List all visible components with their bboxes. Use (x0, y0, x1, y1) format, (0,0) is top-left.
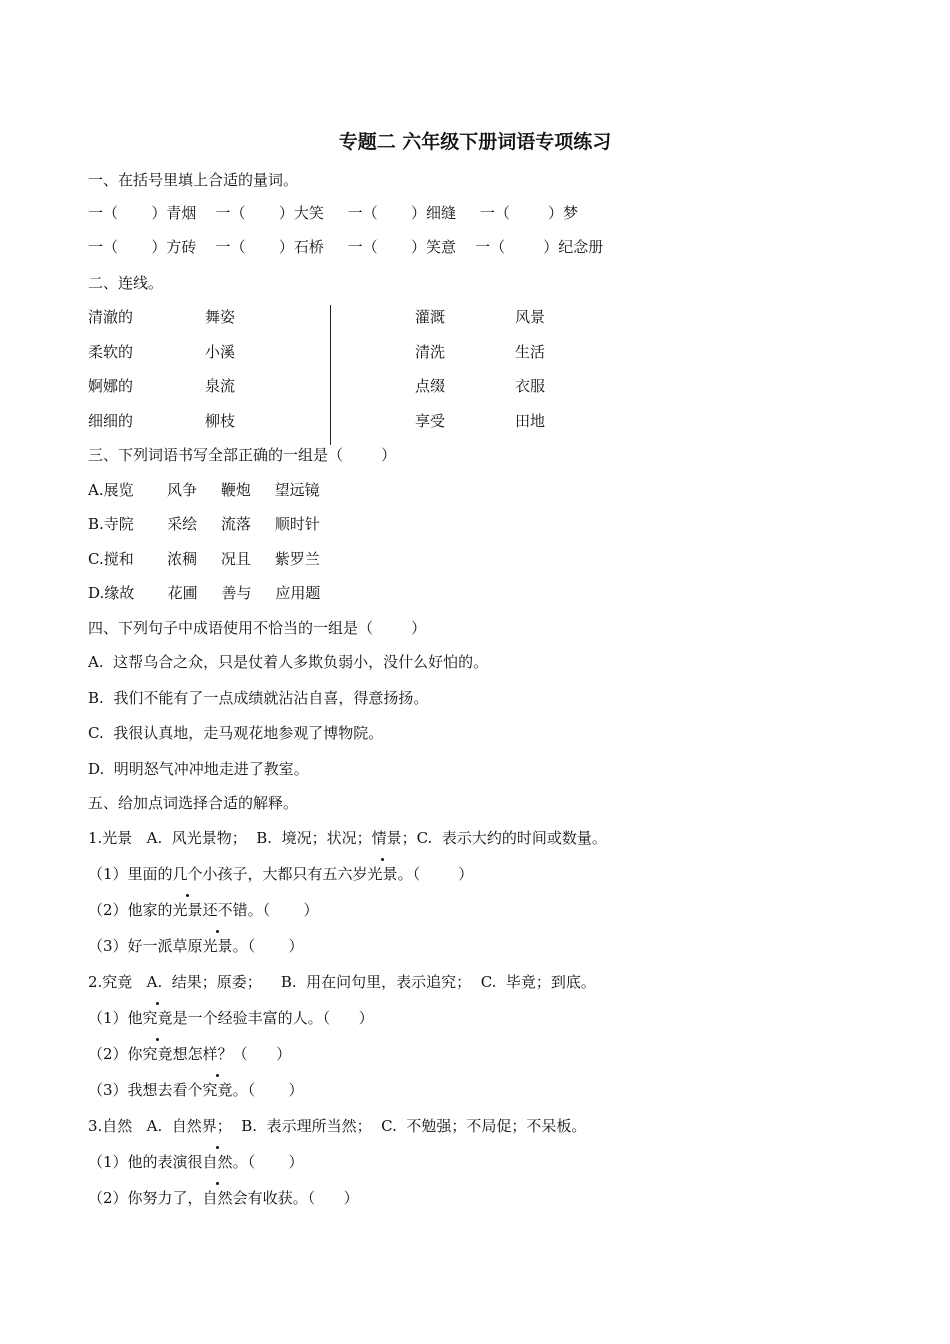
page-title: 专题二 六年级下册词语专项练习 (338, 131, 612, 153)
spelling-option: B.寺院 采绘 流落 顺时针 (88, 515, 320, 533)
idiom-option: A. 这帮乌合之众，只是仗着人多欺负弱小，没什么好怕的。 (88, 653, 489, 671)
q3-item (88, 1152, 303, 1172)
spelling-option: D.缘故 花圃 善与 应用题 (88, 584, 321, 602)
match-left-adjective: 清澈的 (88, 308, 134, 326)
q2-item-text: 。（ ） (232, 1081, 304, 1099)
match-left-adjective: 婀娜的 (88, 377, 134, 395)
q3-item (88, 1188, 359, 1208)
section-4-heading: 四、下列句子中成语使用不恰当的一组是（ ） (88, 619, 427, 637)
q2-item (88, 1080, 303, 1100)
q1-item-text: 还不错。（ ） (202, 901, 319, 919)
dotted-word: 光景 (172, 901, 203, 919)
q1-item-text: （2）他家的 (88, 901, 173, 919)
q1-stem: 1.光景 A. 风光景物； B. 境况；状况；情景；C. 表示大约的时间或数量。 (88, 829, 607, 847)
match-left-noun: 舞姿 (205, 308, 236, 326)
match-right-noun: 衣服 (515, 377, 546, 395)
match-right-noun: 风景 (515, 308, 546, 326)
q1-item-text: 。（ ） (232, 937, 304, 955)
measure-word-row-1: 一（ ）青烟 一（ ）大笑 一（ ）细缝 一（ ）梦 (88, 204, 579, 222)
q3-item-text: 。（ ） (232, 1153, 304, 1171)
match-left-noun: 小溪 (205, 343, 236, 361)
q1-item-text: 。（ ） (397, 865, 474, 883)
match-right-noun: 田地 (515, 412, 546, 430)
idiom-option: C. 我很认真地，走马观花地参观了博物院。 (88, 724, 384, 742)
match-left-noun: 柳枝 (205, 412, 236, 430)
section-1-heading: 一、在括号里填上合适的量词。 (88, 171, 299, 189)
q1-item (88, 864, 473, 884)
q2-item-text: （2）你 (88, 1045, 143, 1063)
q2-item (88, 1044, 291, 1064)
q2-item (88, 1008, 374, 1028)
q3-item-text: （2）你努力了， (88, 1189, 203, 1207)
q1-item (88, 936, 303, 956)
dotted-word: 自然 (202, 1153, 233, 1171)
section-5-heading: 五、给加点词选择合适的解释。 (88, 794, 299, 812)
dotted-word: 光景 (202, 937, 233, 955)
match-left-noun: 泉流 (205, 377, 236, 395)
dotted-word: 光景 (367, 865, 398, 883)
q1-item-text: （3）好一派草原 (88, 937, 203, 955)
match-left-adjective: 细细的 (88, 412, 134, 430)
match-right-verb: 灌溉 (415, 308, 446, 326)
q2-item-text: （1）他 (88, 1009, 143, 1027)
q3-item-text: 会有收获。（ ） (232, 1189, 359, 1207)
dotted-word: 究竟 (202, 1081, 233, 1099)
q1-item-text: （1）里面的几个小孩子，大都只有五六岁 (88, 865, 368, 883)
q2-item-text: （3）我想去看个 (88, 1081, 203, 1099)
match-right-noun: 生活 (515, 343, 546, 361)
q3-stem: 3.自然 A. 自然界； B. 表示理所当然； C. 不勉强；不局促；不呆板。 (88, 1117, 587, 1135)
section-3-heading: 三、下列词语书写全部正确的一组是（ ） (88, 446, 397, 464)
spelling-option: C.搅和 浓稠 况且 紫罗兰 (88, 550, 320, 568)
q2-item-text: 想怎样？（ ） (172, 1045, 292, 1063)
q3-item-text: （1）他的表演很 (88, 1153, 203, 1171)
matching-divider-line (330, 305, 331, 445)
q2-stem: 2.究竟 A. 结果；原委； B. 用在问句里，表示追究； C. 毕竟；到底。 (88, 973, 596, 991)
idiom-option: B. 我们不能有了一点成绩就沾沾自喜，得意扬扬。 (88, 689, 429, 707)
dotted-word: 究竟 (142, 1045, 173, 1063)
dotted-word: 自然 (202, 1189, 233, 1207)
match-right-verb: 点缀 (415, 377, 446, 395)
idiom-option: D. 明明怒气冲冲地走进了教室。 (88, 760, 309, 778)
dotted-word: 究竟 (142, 1009, 173, 1027)
measure-word-row-2: 一（ ）方砖 一（ ）石桥 一（ ）笑意 一（ ）纪念册 (88, 238, 604, 256)
q1-item (88, 900, 318, 920)
spelling-option: A.展览 风争 鞭炮 望远镜 (88, 481, 320, 499)
match-right-verb: 享受 (415, 412, 446, 430)
match-right-verb: 清洗 (415, 343, 446, 361)
match-left-adjective: 柔软的 (88, 343, 134, 361)
q2-item-text: 是一个经验丰富的人。（ ） (172, 1009, 374, 1027)
section-2-heading: 二、连线。 (88, 274, 164, 292)
